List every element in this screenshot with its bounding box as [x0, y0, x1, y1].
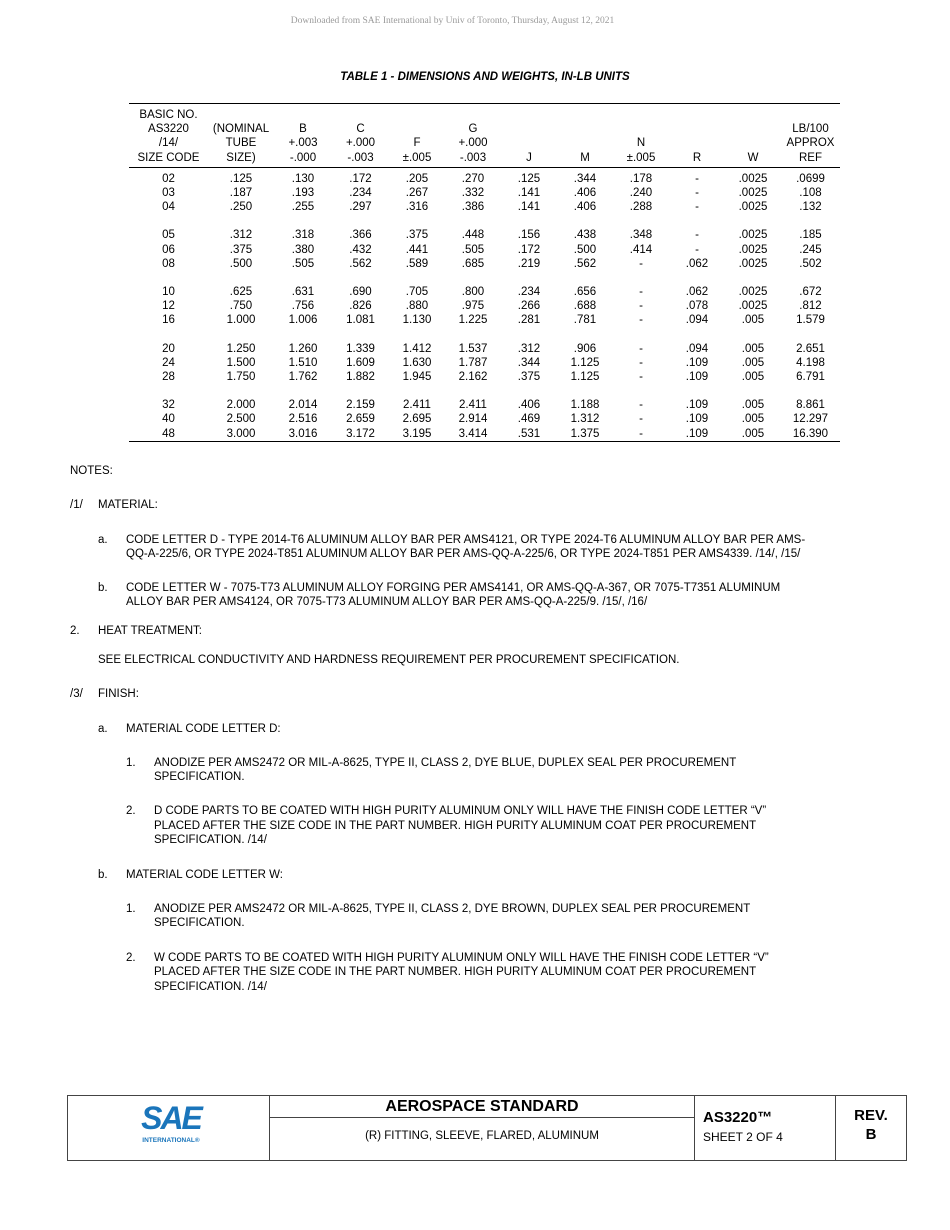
table-cell: .0025 [738, 243, 768, 256]
table-cell: .185 [799, 229, 822, 242]
table-cell: .366 [349, 229, 372, 242]
table-cell: .469 [517, 413, 541, 426]
table-cell: - [639, 413, 643, 426]
table-cell: - [639, 371, 643, 384]
table-cell: 1.339 [346, 342, 375, 355]
note-3a1-line2: SPECIFICATION. [154, 771, 245, 783]
column-header-line: AS3220 [148, 123, 189, 136]
size-group [129, 384, 840, 441]
table-cell: - [639, 314, 643, 327]
table-cell: .270 [461, 172, 485, 185]
column-header [501, 104, 557, 168]
size-group [129, 214, 840, 271]
table-cell: .178 [629, 172, 653, 185]
table-cell: .826 [349, 300, 372, 313]
table-row [129, 186, 840, 200]
table-cell: .005 [741, 413, 765, 426]
table-cell: 1.630 [402, 356, 432, 369]
column-header [445, 104, 501, 168]
logo-cell [68, 1096, 270, 1160]
table-cell: 16 [162, 314, 175, 327]
table-cell: 6.791 [796, 371, 825, 384]
size-group [129, 271, 840, 328]
table-cell: .094 [685, 314, 709, 327]
table-cell: 1.609 [346, 356, 375, 369]
note-3b1-mark: 1. [126, 903, 136, 915]
standard-subtitle: (R) FITTING, SLEEVE, FLARED, ALUMINUM [365, 1130, 599, 1142]
table-cell: .685 [461, 257, 485, 270]
table-cell: 3.016 [288, 427, 318, 440]
table-cell: 1.762 [288, 371, 318, 384]
table-cell: 1.579 [796, 314, 825, 327]
table-cell: .078 [685, 300, 709, 313]
table-cell: .125 [229, 172, 253, 185]
table-cell: .781 [573, 314, 597, 327]
table-header-row [129, 104, 840, 168]
table-cell: .0025 [738, 300, 768, 313]
table-cell: 2.651 [796, 342, 825, 355]
table-cell: .750 [229, 300, 253, 313]
table-cell: 8.861 [796, 399, 825, 412]
note-1-number: /1/ [70, 499, 83, 511]
table-cell: .297 [349, 201, 372, 214]
table-cell: 12.297 [792, 413, 829, 426]
table-cell: .500 [573, 243, 597, 256]
table-cell: 10 [162, 286, 175, 299]
table-cell: 1.260 [288, 342, 318, 355]
table-cell: .108 [799, 187, 822, 200]
table-cell: .312 [229, 229, 253, 242]
column-header [208, 104, 274, 168]
table-cell: .432 [349, 243, 372, 256]
table-cell: 06 [162, 243, 175, 256]
table-cell: .386 [461, 201, 485, 214]
note-1b-line2: ALLOY BAR PER AMS4124, OR 7075-T73 ALUMINUM ALLOY BAR PER AMS-QQ-A-225/9. /15/, /16/ [126, 596, 648, 608]
table-cell: 3.000 [226, 427, 256, 440]
table-cell: 4.198 [796, 356, 825, 369]
note-2-text: SEE ELECTRICAL CONDUCTIVITY AND HARDNESS REQUIREMENT PER PROCUREMENT SPECIFICATION. [98, 654, 680, 666]
table-cell: 02 [162, 172, 175, 185]
column-header-line: SIZE) [226, 151, 256, 164]
table-cell: 32 [162, 399, 175, 412]
table-cell: .109 [685, 356, 709, 369]
table-row [129, 412, 840, 426]
table-cell: .756 [291, 300, 315, 313]
table-row [129, 356, 840, 370]
note-1b-line1: CODE LETTER W - 7075-T73 ALUMINUM ALLOY FORGING PER AMS4141, OR AMS-QQ-A-367, OR 7075-T7351 ALUMINUM [126, 582, 781, 594]
table-cell: .0025 [738, 257, 768, 270]
table-cell: .531 [517, 427, 541, 440]
column-header-line: C [356, 123, 365, 136]
table-row [129, 427, 840, 442]
column-header-line: -.000 [289, 151, 317, 164]
note-3b2-line3: SPECIFICATION. /14/ [154, 981, 267, 993]
table-cell: .631 [291, 286, 315, 299]
column-header-line: SIZE CODE [137, 151, 200, 164]
column-header-line: +.003 [288, 137, 318, 150]
column-header-line: W [747, 151, 759, 164]
table-cell: - [695, 187, 699, 200]
table-cell: .672 [799, 286, 822, 299]
table-row [129, 271, 840, 299]
column-header-line: BASIC NO. [139, 109, 198, 121]
table-cell: .132 [799, 201, 822, 214]
table-cell: .0025 [738, 201, 768, 214]
table-cell: .800 [461, 286, 485, 299]
table-cell: .406 [573, 187, 597, 200]
table-cell: .245 [799, 243, 822, 256]
table-cell: .255 [291, 201, 315, 214]
table-cell: 1.412 [402, 342, 432, 355]
table-row [129, 384, 840, 412]
table-cell: 24 [162, 356, 175, 369]
table-cell: - [639, 342, 643, 355]
table-row [129, 200, 840, 214]
table-row [129, 299, 840, 313]
table-cell: 2.014 [288, 399, 318, 412]
table-cell: .0699 [796, 172, 825, 185]
table-row [129, 214, 840, 242]
table-cell: .812 [799, 300, 822, 313]
table-cell: .267 [405, 187, 429, 200]
column-header-line: ±.005 [626, 151, 656, 164]
standard-title: AEROSPACE STANDARD [270, 1096, 694, 1118]
table-cell: .0025 [738, 229, 768, 242]
table-cell: 1.750 [226, 371, 256, 384]
table-cell: .240 [629, 187, 653, 200]
table-row [129, 313, 840, 327]
note-3a2-line2: PLACED AFTER THE SIZE CODE IN THE PART NUMBER. HIGH PURITY ALUMINUM COAT PER PROCUREMENT [154, 820, 757, 832]
table-cell: .005 [741, 314, 765, 327]
column-header-line: M [580, 151, 590, 164]
note-1a-line2: QQ-A-225/6, OR TYPE 2024-T851 ALUMINUM ALLOY BAR PER AMS-QQ-A-225/6, OR TYPE 2024-T851 PER AMS4339. /14/, /15/ [126, 548, 801, 560]
table-cell: 2.516 [288, 413, 318, 426]
table-cell: 08 [162, 257, 175, 270]
table-cell: - [639, 399, 643, 412]
table-cell: .406 [517, 399, 541, 412]
table-cell: 1.312 [570, 413, 600, 426]
table-cell: .250 [229, 201, 253, 214]
column-header [725, 104, 781, 168]
table-cell: .375 [405, 229, 429, 242]
table-cell: .975 [461, 300, 485, 313]
table-row [129, 243, 840, 257]
table-cell: .344 [573, 172, 597, 185]
title-cell [270, 1096, 695, 1160]
table-cell: - [695, 172, 699, 185]
table-cell: 1.188 [570, 399, 600, 412]
table-cell: - [639, 356, 643, 369]
table-cell: .348 [629, 229, 653, 242]
note-2-number: 2. [70, 625, 80, 637]
size-group [129, 167, 840, 214]
table-cell: .505 [461, 243, 485, 256]
table-cell: 2.659 [346, 413, 375, 426]
column-header-line: B [299, 123, 307, 136]
column-header-line: G [468, 123, 478, 136]
note-3-number: /3/ [70, 688, 83, 700]
table-cell: 05 [162, 229, 175, 242]
table-title: TABLE 1 - DIMENSIONS AND WEIGHTS, IN-LB UNITS [340, 71, 630, 83]
table-cell: 20 [162, 342, 175, 355]
table-cell: .0025 [738, 286, 768, 299]
note-3a2-line1: D CODE PARTS TO BE COATED WITH HIGH PURITY ALUMINUM ONLY WILL HAVE THE FINISH CODE LETTER “V” [154, 805, 767, 817]
note-1-label: MATERIAL: [98, 499, 158, 511]
note-3a-mark: a. [98, 723, 108, 735]
note-3b1-line1: ANODIZE PER AMS2472 OR MIL-A-8625, TYPE II, CLASS 2, DYE BROWN, DUPLEX SEAL PER PROCUREMENT [154, 903, 751, 915]
column-header-line: REF [799, 151, 822, 164]
table-cell: 1.537 [458, 342, 488, 355]
download-note: Downloaded from SAE International by Univ of Toronto, Thursday, August 12, 2021 [290, 16, 615, 26]
table-cell: 2.411 [403, 399, 431, 412]
table-cell: .266 [517, 300, 541, 313]
table-cell: 2.000 [226, 399, 256, 412]
sae-logo-subtext: INTERNATIONAL® [142, 1137, 200, 1144]
table-cell: 2.695 [402, 413, 432, 426]
column-header-line: /14/ [158, 137, 179, 150]
table-cell: .502 [799, 257, 822, 270]
table-cell: .172 [349, 172, 372, 185]
sheet-number: SHEET 2 OF 4 [703, 1130, 783, 1144]
table-cell: .234 [517, 286, 541, 299]
table-cell: 12 [162, 300, 175, 313]
table-cell: - [639, 427, 643, 440]
table-cell: .187 [229, 187, 253, 200]
table-cell: .625 [229, 286, 253, 299]
table-cell: 1.882 [346, 371, 375, 384]
table-cell: 16.390 [792, 427, 829, 440]
column-header-line: ±.005 [402, 151, 432, 164]
note-3a1-line1: ANODIZE PER AMS2472 OR MIL-A-8625, TYPE II, CLASS 2, DYE BLUE, DUPLEX SEAL PER PROCUREMENT [154, 757, 737, 769]
note-3b2-mark: 2. [126, 952, 136, 964]
table-cell: 03 [162, 187, 175, 200]
note-3a-label: MATERIAL CODE LETTER D: [126, 723, 281, 735]
table-cell: 1.130 [402, 314, 432, 327]
document-number-cell [695, 1096, 836, 1160]
column-header-line: (NOMINAL [212, 123, 270, 136]
table-cell: .589 [405, 257, 429, 270]
table-cell: 1.375 [570, 427, 600, 440]
note-1b-mark: b. [98, 582, 108, 594]
column-header-line: J [526, 151, 532, 164]
table-cell: .172 [517, 243, 541, 256]
table-cell: .438 [573, 229, 597, 242]
table-cell: .414 [629, 243, 653, 256]
table-cell: .234 [349, 187, 372, 200]
table-cell: - [639, 286, 643, 299]
column-header-line: TUBE [225, 137, 257, 150]
table-cell: 1.510 [288, 356, 318, 369]
table-cell: .005 [741, 356, 765, 369]
column-header-line: -.003 [459, 151, 487, 164]
table-cell: 2.500 [226, 413, 256, 426]
table-cell: .705 [405, 286, 429, 299]
table-cell: .500 [229, 257, 253, 270]
table-cell: .0025 [738, 172, 768, 185]
table-cell: .219 [517, 257, 541, 270]
table-cell: .005 [741, 371, 765, 384]
column-header-line: +.000 [345, 137, 376, 150]
size-group [129, 328, 840, 385]
table-cell: .690 [349, 286, 372, 299]
title-block [67, 1095, 907, 1161]
table-cell: .375 [229, 243, 253, 256]
table-cell: - [695, 229, 699, 242]
table-cell: .094 [685, 342, 709, 355]
table-cell: .109 [685, 399, 709, 412]
note-2-label: HEAT TREATMENT: [98, 625, 202, 637]
dimensions-table [129, 103, 840, 442]
table-cell: 1.081 [346, 314, 375, 327]
table-cell: 1.225 [458, 314, 488, 327]
column-header-line: F [413, 137, 421, 150]
note-1a-mark: a. [98, 534, 108, 546]
table-cell: .562 [573, 257, 597, 270]
table-cell: .332 [461, 187, 485, 200]
table-cell: .562 [349, 257, 372, 270]
note-3b2-line2: PLACED AFTER THE SIZE CODE IN THE PART NUMBER. HIGH PURITY ALUMINUM COAT PER PROCUREMENT [154, 966, 757, 978]
table-cell: .109 [685, 413, 709, 426]
table-cell: 1.125 [570, 371, 600, 384]
table-cell: .193 [291, 187, 315, 200]
column-header [613, 104, 669, 168]
table-cell: .281 [517, 314, 541, 327]
table-cell: .906 [573, 342, 597, 355]
table-cell: 28 [162, 371, 175, 384]
table-row [129, 167, 840, 186]
table-cell: .880 [405, 300, 429, 313]
table-cell: 1.125 [570, 356, 600, 369]
table-cell: 04 [162, 201, 175, 214]
table-cell: .109 [685, 371, 709, 384]
table-cell: .380 [291, 243, 315, 256]
table-cell: - [695, 201, 699, 214]
table-cell: .130 [291, 172, 315, 185]
table-cell: .312 [517, 342, 541, 355]
note-3-label: FINISH: [98, 688, 139, 700]
table-cell: 1.006 [288, 314, 318, 327]
column-header [274, 104, 332, 168]
sae-logo [138, 1102, 204, 1146]
table-cell: .005 [741, 427, 765, 440]
table-cell: .125 [517, 172, 541, 185]
table-row [129, 328, 840, 356]
revision-label-text: REV. [854, 1107, 888, 1124]
table-cell: .441 [405, 243, 429, 256]
table-cell: 3.414 [458, 427, 488, 440]
table-cell: 1.787 [458, 356, 488, 369]
table-cell: .156 [517, 229, 541, 242]
table-cell: 3.172 [346, 427, 375, 440]
table-cell: - [695, 243, 699, 256]
sae-logo-text: SAE [141, 1102, 201, 1136]
column-header [669, 104, 725, 168]
table-cell: .375 [517, 371, 541, 384]
table-cell: - [639, 257, 643, 270]
table-cell: .141 [517, 187, 541, 200]
table-cell: 3.195 [402, 427, 432, 440]
note-3b1-line2: SPECIFICATION. [154, 917, 245, 929]
table-cell: .141 [517, 201, 541, 214]
table-cell: 2.411 [459, 399, 487, 412]
table-cell: 40 [162, 413, 175, 426]
column-header-line: R [692, 151, 702, 164]
notes-heading: NOTES: [70, 465, 113, 477]
note-3a2-mark: 2. [126, 805, 136, 817]
table-cell: 1.500 [226, 356, 256, 369]
revision-cell [836, 1096, 906, 1160]
column-header-line: +.000 [458, 137, 488, 150]
table-cell: .316 [405, 201, 429, 214]
table-cell: .005 [741, 342, 765, 355]
table-cell: .344 [517, 356, 541, 369]
note-3b-mark: b. [98, 869, 108, 881]
column-header [557, 104, 613, 168]
note-3b2-line1: W CODE PARTS TO BE COATED WITH HIGH PURITY ALUMINUM ONLY WILL HAVE THE FINISH CODE LETTER “V” [154, 952, 769, 964]
column-header [332, 104, 389, 168]
table-row [129, 257, 840, 271]
revision-label [836, 1106, 906, 1144]
table-cell: .062 [685, 286, 709, 299]
table-cell: 48 [162, 427, 175, 440]
table-cell: .505 [291, 257, 315, 270]
table-row [129, 370, 840, 384]
table-cell: 1.250 [226, 342, 256, 355]
column-header [389, 104, 445, 168]
column-header-line: LB/100 [792, 123, 829, 136]
table-cell: .288 [629, 201, 653, 214]
column-header-line: APPROX [786, 137, 835, 150]
note-3a2-line3: SPECIFICATION. /14/ [154, 834, 267, 846]
table-cell: 1.000 [226, 314, 256, 327]
table-cell: .005 [741, 399, 765, 412]
column-header [781, 104, 840, 168]
table-cell: 2.162 [458, 371, 488, 384]
column-header-line: -.003 [347, 151, 374, 164]
table-cell: .0025 [738, 187, 768, 200]
table-cell: .062 [685, 257, 709, 270]
table-cell: .448 [461, 229, 485, 242]
column-header-line: N [636, 137, 646, 150]
note-3a1-mark: 1. [126, 757, 136, 769]
revision-value: B [865, 1126, 877, 1143]
document-number: AS3220™ [703, 1109, 773, 1126]
table-cell: .109 [685, 427, 709, 440]
table-cell: 1.945 [402, 371, 432, 384]
note-3b-label: MATERIAL CODE LETTER W: [126, 869, 283, 881]
table-cell: .318 [291, 229, 315, 242]
note-1a-line1: CODE LETTER D - TYPE 2014-T6 ALUMINUM ALLOY BAR PER AMS4121, OR TYPE 2024-T6 ALUMINUM ALLOY BAR PER AMS- [126, 534, 806, 546]
table-cell: .688 [573, 300, 597, 313]
table-cell: - [639, 300, 643, 313]
table-cell: 2.159 [346, 399, 375, 412]
table-cell: 2.914 [458, 413, 488, 426]
table-cell: .406 [573, 201, 597, 214]
column-header [129, 104, 208, 168]
table-cell: .205 [405, 172, 429, 185]
table-cell: .656 [573, 286, 597, 299]
